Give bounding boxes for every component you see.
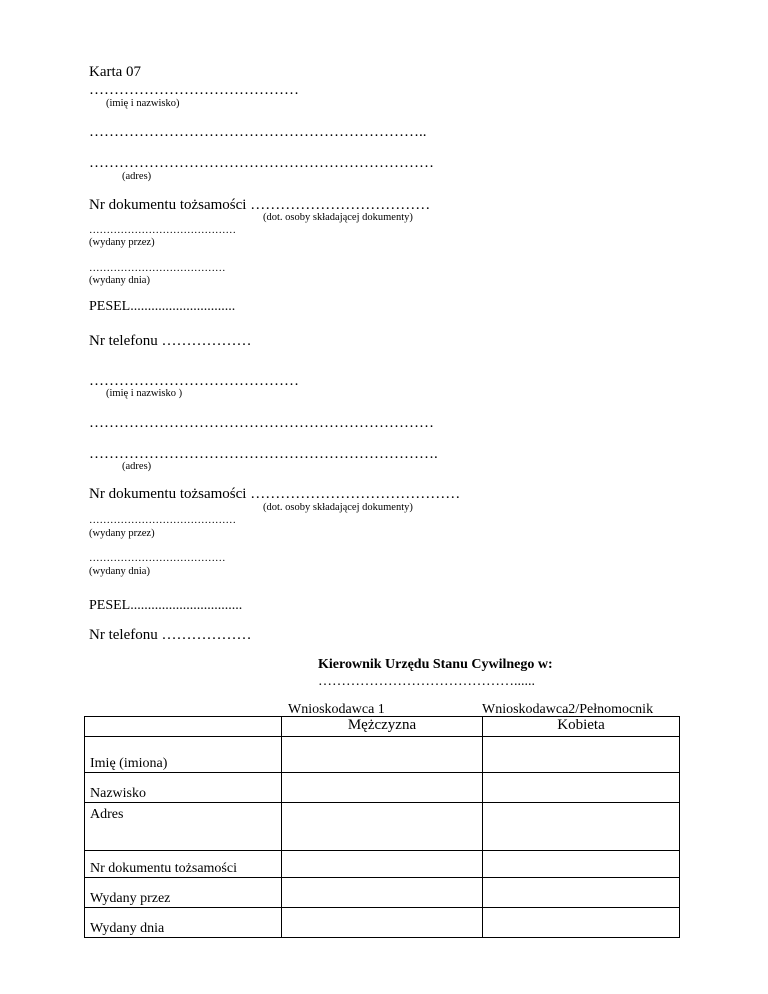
row-label-id-document: Nr dokumentu tożsamości (85, 851, 282, 878)
issued-on-field-2[interactable]: ………………………………… (89, 553, 226, 564)
pesel-field-1[interactable]: PESEL.............................. (89, 299, 236, 314)
cell-issued-on-1[interactable] (282, 908, 483, 938)
name-field-line-1[interactable]: …………………………………… (89, 82, 299, 98)
table-row (85, 773, 680, 803)
col2-subheader: Kobieta (483, 717, 680, 737)
issued-on-field-1[interactable]: ………………………………… (89, 263, 226, 274)
name-field-line-2[interactable]: …………………………………… (89, 373, 299, 389)
card-number: Karta 07 (89, 64, 142, 80)
issued-by-field-2[interactable]: …………………………………… (89, 515, 236, 526)
issued-by-hint-1: (wydany przez) (89, 237, 155, 248)
table-row (85, 851, 680, 878)
cell-address-2[interactable] (483, 803, 680, 851)
id-document-field-2[interactable]: …………………………………… (250, 486, 461, 502)
row-label-address: Adres (85, 803, 282, 851)
pesel-field-2[interactable]: PESEL................................ (89, 598, 243, 613)
issued-by-hint-2: (wydany przez) (89, 528, 155, 539)
cell-address-1[interactable] (282, 803, 483, 851)
id-document-hint-1: (dot. osoby składającej dokumenty) (263, 212, 413, 223)
row-label-issued-on: Wydany dnia (85, 908, 282, 938)
row-label-first-name: Imię (imiona) (85, 737, 282, 773)
row-label-surname: Nazwisko (85, 773, 282, 803)
issued-by-field-1[interactable]: …………………………………… (89, 225, 236, 236)
cell-surname-1[interactable] (282, 773, 483, 803)
phone-row-2 (89, 627, 251, 644)
name-hint-1: (imię i nazwisko) (106, 98, 180, 109)
col1-header: Wnioskodawca 1 (288, 702, 385, 717)
table-row (85, 908, 680, 938)
id-document-label-2: Nr dokumentu tożsamości (89, 486, 247, 502)
table-row (85, 737, 680, 773)
applicants-table (84, 716, 680, 938)
phone-row-1 (89, 333, 251, 350)
address-hint-2: (adres) (122, 461, 152, 472)
id-document-row-2 (89, 486, 460, 503)
phone-label-1: Nr telefonu (89, 333, 158, 349)
cell-issued-by-1[interactable] (282, 878, 483, 908)
table-row (85, 878, 680, 908)
row-label-issued-by: Wydany przez (85, 878, 282, 908)
cell-id-document-1[interactable] (282, 851, 483, 878)
phone-field-1[interactable]: ……………… (161, 333, 252, 349)
recipient-title: Kierownik Urzędu Stanu Cywilnego w: (318, 657, 553, 672)
table-corner-cell (85, 717, 282, 737)
phone-field-2[interactable]: ……………… (161, 627, 252, 643)
address-line-2a[interactable]: …………………………………………………………… (89, 415, 434, 431)
recipient-office-field[interactable]: ……………………………………...... (318, 674, 535, 689)
cell-issued-by-2[interactable] (483, 878, 680, 908)
table-header-row (85, 717, 680, 737)
col1-subheader: Mężczyzna (282, 717, 483, 737)
id-document-label-1: Nr dokumentu tożsamości (89, 197, 247, 213)
table-row (85, 803, 680, 851)
id-document-hint-2: (dot. osoby składającej dokumenty) (263, 502, 413, 513)
col2-header: Wnioskodawca2/Pełnomocnik (482, 702, 654, 717)
cell-first-name-1[interactable] (282, 737, 483, 773)
address-line-1b[interactable]: …………………………………………………………… (89, 155, 434, 171)
cell-id-document-2[interactable] (483, 851, 680, 878)
issued-on-hint-2: (wydany dnia) (89, 566, 150, 577)
name-hint-2: (imię i nazwisko ) (106, 388, 183, 399)
phone-label-2: Nr telefonu (89, 627, 158, 643)
issued-on-hint-1: (wydany dnia) (89, 275, 150, 286)
address-line-2b[interactable]: ……………………………………………………………. (89, 446, 438, 462)
address-line-1a[interactable]: ………………………………………………………….. (89, 124, 427, 140)
cell-issued-on-2[interactable] (483, 908, 680, 938)
cell-first-name-2[interactable] (483, 737, 680, 773)
cell-surname-2[interactable] (483, 773, 680, 803)
id-document-field-1[interactable]: ……………………………… (250, 197, 431, 213)
address-hint-1: (adres) (122, 171, 152, 182)
